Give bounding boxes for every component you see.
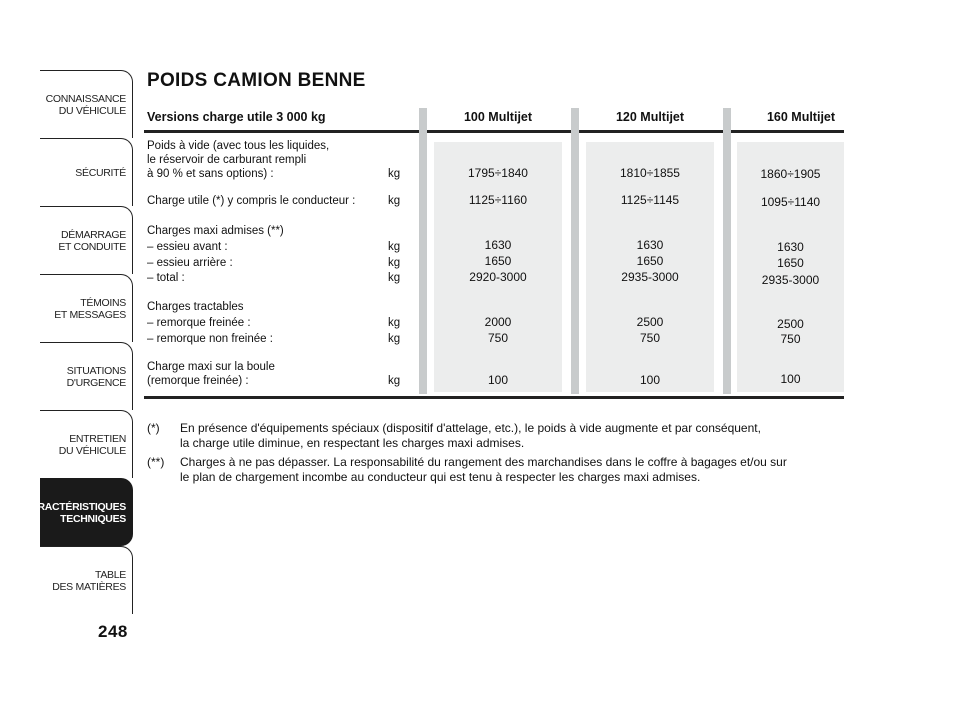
row-label-charge-boule: Charge maxi sur la boule (remorque freinée) : xyxy=(147,361,275,387)
cell-value: 1125÷1145 xyxy=(620,193,680,207)
row-label-essieu-avant: – essieu avant : xyxy=(147,241,228,253)
footnote-mark: (*) xyxy=(147,421,160,435)
cell-value: 2500 xyxy=(636,315,664,329)
cell-value: 1630 xyxy=(484,238,512,252)
tab-demarrage-conduite[interactable] xyxy=(40,206,133,274)
cell-value: 2935-3000 xyxy=(761,273,820,287)
tab-situations-urgence[interactable] xyxy=(40,342,133,410)
col-header-120: 120 Multijet xyxy=(615,110,685,124)
column-separator xyxy=(723,108,731,394)
column-separator xyxy=(419,108,427,394)
tab-label-line1: CARACTÉRISTIQUES xyxy=(22,500,126,513)
cell-value: 2935-3000 xyxy=(621,270,679,284)
cell-value: 100 xyxy=(780,372,801,386)
tab-label-line2: ET MESSAGES xyxy=(54,308,126,321)
row-label-essieu-arriere: – essieu arrière : xyxy=(147,257,233,269)
tab-label-line2: TECHNIQUES xyxy=(60,512,126,525)
cell-value: 750 xyxy=(780,332,801,346)
cell-value: 1650 xyxy=(484,254,512,268)
row-label-remorque-non-freinee: – remorque non freinée : xyxy=(147,333,273,345)
tab-label-line2: DES MATIÈRES xyxy=(52,580,126,593)
tab-label-line1: TÉMOINS xyxy=(80,296,126,309)
row-label-charges-tractables: Charges tractables xyxy=(147,301,244,313)
unit: kg xyxy=(388,168,401,180)
tab-entretien-vehicule[interactable] xyxy=(40,410,133,478)
tab-label-line2: DU VÉHICULE xyxy=(58,444,126,457)
unit: kg xyxy=(388,241,401,253)
tab-securite[interactable] xyxy=(40,138,133,206)
cell-value: 750 xyxy=(639,331,661,345)
tab-label-line2: ET CONDUITE xyxy=(58,240,126,253)
tab-label-line2: DU VÉHICULE xyxy=(58,104,126,117)
unit: kg xyxy=(388,333,401,345)
tab-label-line2: SÉCURITÉ xyxy=(75,166,126,179)
col-header-160: 160 Multijet xyxy=(766,110,836,124)
cell-value: 1650 xyxy=(777,256,804,270)
tab-label-line1: SITUATIONS xyxy=(66,364,126,377)
cell-value: 1795÷1840 xyxy=(468,166,528,180)
row-label-charge-utile: Charge utile (*) y compris le conducteur : xyxy=(147,195,356,207)
unit: kg xyxy=(388,375,401,387)
footnote-2: (**) Charges à ne pas dépasser. La responsabilité du rangement des marchandises dans le coffre à bagages et/ou sur le plan de chargement incombe au conducteur qui est tenu à respecter les charges maxi admises. xyxy=(147,455,787,484)
tab-label-line1: TABLE xyxy=(95,568,126,581)
cell-value: 100 xyxy=(487,373,509,387)
tab-table-matieres[interactable] xyxy=(40,546,133,614)
tab-label-line1: ENTRETIEN xyxy=(69,432,126,445)
page-number: 248 xyxy=(98,622,128,641)
row-label-charges-maxi: Charges maxi admises (**) xyxy=(147,225,284,237)
tab-label-line2: D'URGENCE xyxy=(66,376,126,389)
cell-value: 2920-3000 xyxy=(469,270,527,284)
page-title: POIDS CAMION BENNE xyxy=(147,70,366,91)
table-bottom-rule xyxy=(144,396,844,399)
cell-value: 2500 xyxy=(777,317,804,331)
row-label-total: – total : xyxy=(147,272,185,284)
cell-value: 1650 xyxy=(636,254,664,268)
tab-temoins-messages[interactable] xyxy=(40,274,133,342)
unit: kg xyxy=(388,195,401,207)
cell-value: 1125÷1160 xyxy=(468,193,528,207)
chapter-sidebar xyxy=(22,70,133,614)
versions-header: Versions charge utile 3 000 kg xyxy=(147,110,326,124)
unit: kg xyxy=(388,317,401,329)
row-label-poids-vide: Poids à vide (avec tous les liquides, le réservoir de carburant rempli à 90 % et sans options) : xyxy=(147,140,330,180)
tab-caracteristiques-techniques[interactable] xyxy=(22,478,133,546)
tab-connaissance-vehicule[interactable] xyxy=(40,70,133,138)
cell-value: 1095÷1140 xyxy=(760,195,821,209)
cell-value: 1630 xyxy=(777,240,804,254)
table-top-rule xyxy=(144,130,844,133)
row-label-remorque-freinee: – remorque freinée : xyxy=(147,317,251,329)
footnote-mark: (**) xyxy=(147,455,165,469)
cell-value: 1630 xyxy=(636,238,664,252)
cell-value: 100 xyxy=(639,373,661,387)
cell-value: 1810÷1855 xyxy=(620,166,680,180)
tab-label-line1: DÉMARRAGE xyxy=(61,228,126,241)
cell-value: 750 xyxy=(487,331,509,345)
unit: kg xyxy=(388,272,401,284)
cell-value: 1860÷1905 xyxy=(760,167,821,181)
col-header-100: 100 Multijet xyxy=(463,110,533,124)
column-separator xyxy=(571,108,579,394)
footnote-1: (*) En présence d'équipements spéciaux (dispositif d'attelage, etc.), le poids à vide augmente et par conséquent, la charge utile diminue, en respectant les charges maxi admises. xyxy=(147,421,761,450)
unit: kg xyxy=(388,257,401,269)
tab-label-line1: CONNAISSANCE xyxy=(45,92,126,105)
cell-value: 2000 xyxy=(484,315,512,329)
